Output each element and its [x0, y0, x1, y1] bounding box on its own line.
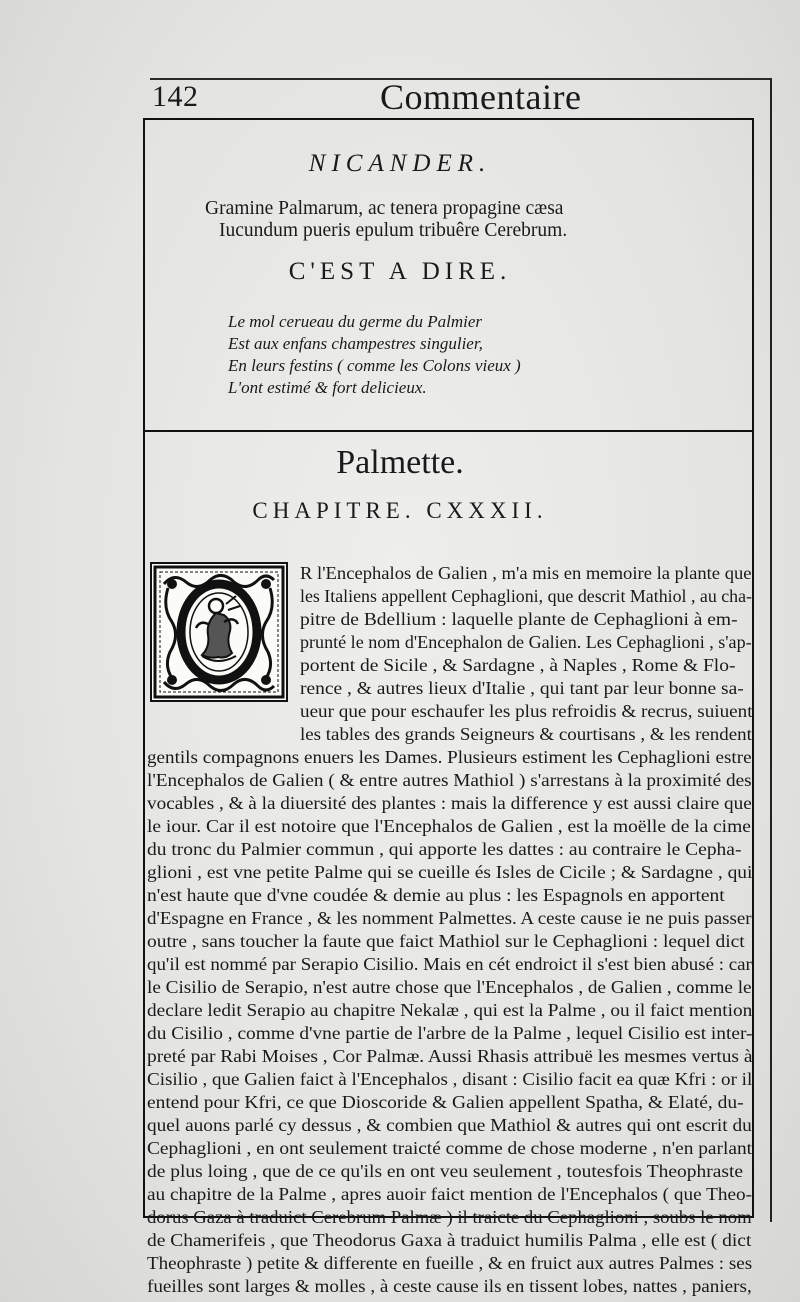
body-text-line: prunté le nom d'Encephalon de Galien. Les Cephaglioni , s'ap-: [300, 632, 752, 652]
body-text-line: dorus Gaza à traduict Cerebrum Palmæ ) il traicte du Cephaglioni , soubs le nom: [147, 1207, 752, 1227]
body-text-line: vocables , & à la diuersité des plantes : mais la difference y est aussi claire que: [147, 793, 752, 813]
body-text-line: fueilles sont larges & molles , à ceste cause ils en tissent lobes, nattes , paniers,: [147, 1276, 752, 1296]
body-text-line: outre , sans toucher la faute que faict Mathiol sur le Cephaglioni : lequel dict: [147, 931, 745, 951]
body-text-line: R l'Encephalos de Galien , m'a mis en memoire la plante que: [300, 563, 752, 583]
body-text-line: declare ledit Serapio au chapitre Nekalæ , qui est la Palme , ou il faict mention: [147, 1000, 753, 1020]
body-text-line: de plus loing , que de ce qu'ils en ont veu seulement , toutesfois Theophraste: [147, 1161, 744, 1181]
verse-line: Iucundum pueris epulum tribuêre Cerebrum.: [219, 220, 568, 241]
page-header: [0, 76, 800, 116]
poem-heading: NICANDER.: [308, 150, 492, 177]
verse-line: L'ont estimé & fort delicieux.: [228, 378, 427, 397]
section-title: Palmette.: [336, 444, 464, 481]
frame-right-rule: [770, 78, 772, 1222]
body-text-line: les Italiens appellent Cephaglioni, que descrit Mathiol , au cha-: [300, 586, 752, 606]
verse-line: Le mol cerueau du germe du Palmier: [228, 312, 483, 331]
body-text-line: portent de Sicile , & Sardagne , à Naples , Rome & Flo-: [300, 655, 736, 675]
page-number: 142: [152, 80, 199, 113]
body-text-line: de Chamerifeis , que Theodorus Gaxa à traduict humilis Palma , elle est ( dict: [147, 1230, 752, 1250]
running-title: Commentaire: [380, 77, 582, 117]
body-text-line: d'Espagne en France , & les nomment Palmettes. A ceste cause ie ne puis passer: [147, 908, 752, 928]
verse-line: En leurs festins ( comme les Colons vieux ): [228, 356, 521, 375]
body-text-line: l'Encephalos de Galien ( & entre autres Mathiol ) s'arrestans à la proximité des: [147, 770, 752, 790]
ornamental-drop-cap-icon: [150, 562, 288, 702]
body-text-line: preté par Rabi Moises , Cor Palmæ. Aussi Rhasis attribuë les mesmes vertus à: [147, 1046, 753, 1066]
body-text-line: le iour. Car il est notoire que l'Encephalos de Galien , est la moëlle de la cime: [147, 816, 751, 836]
body-text-line: au chapitre de la Palme , apres auoir faict mention de l'Encephalos ( que Theo-: [147, 1184, 753, 1204]
body-text-line: qu'il est nommé par Serapio Cisilio. Mais en cét endroict il s'est bien abusé : car: [147, 954, 752, 974]
verse-line: Gramine Palmarum, ac tenera propagine cæsa: [205, 198, 564, 219]
latin-verse: [205, 198, 645, 242]
body-text-line: du tronc du Palmier commun , qui apporte les dattes : au contraire le Cepha-: [147, 839, 742, 859]
body-text-line: entend pour Kfri, ce que Dioscoride & Galien appellent Spatha, & Elaté, du-: [147, 1092, 744, 1112]
body-text-line: du Cisilio , comme d'vne partie de l'arbre de la Palme , lequel Cisilio est inter-: [147, 1023, 753, 1043]
body-text-line: Theophraste ) petite & differente en fueille , & en fruict aux autres Palmes : ses: [147, 1253, 753, 1273]
body-text-line: rence , & autres lieux d'Italie , qui tant par leur bonne sa-: [300, 678, 744, 698]
body-text-line: les tables des grands Seigneurs & courtisans , & les rendent: [300, 724, 752, 744]
body-text-line: quel auons parlé cy dessus , & combien que Mathiol & autres qui ont escrit du: [147, 1115, 752, 1135]
section-divider: [145, 430, 752, 432]
translation-heading: C'EST A DIRE.: [288, 258, 512, 285]
body-text-line: le Cisilio de Serapio, n'est autre chose que l'Encephalos , de Galien , comme le: [147, 977, 752, 997]
body-text-line: Cisilio , que Galien faict à l'Encephalos , disant : Cisilio facit ea quæ Kfri : or il: [147, 1069, 753, 1089]
chapter-heading: CHAPITRE. CXXXII.: [252, 498, 548, 523]
body-text-line: ueur que pour eschaufer les plus refroidis & recrus, suiuent: [300, 701, 753, 721]
body-text-line: n'est haute que d'vne coudée & demie au plus : les Espagnols en apportent: [147, 885, 725, 905]
body-text-line: glioni , est vne petite Palme qui se cueille és Isles de Cicile ; & Sardagne , qui: [147, 862, 753, 882]
body-text-line: pitre de Bdellium : laquelle plante de Cephaglioni à em-: [300, 609, 738, 629]
french-verse: [228, 311, 648, 399]
body-text-line: gentils compagnons enuers les Dames. Plusieurs estiment les Cephaglioni estre: [147, 747, 752, 767]
verse-line: Est aux enfans champestres singulier,: [228, 334, 483, 353]
body-text-line: Cephaglioni , en ont seulement traicté comme de chose moderne , n'en parlant: [147, 1138, 753, 1158]
